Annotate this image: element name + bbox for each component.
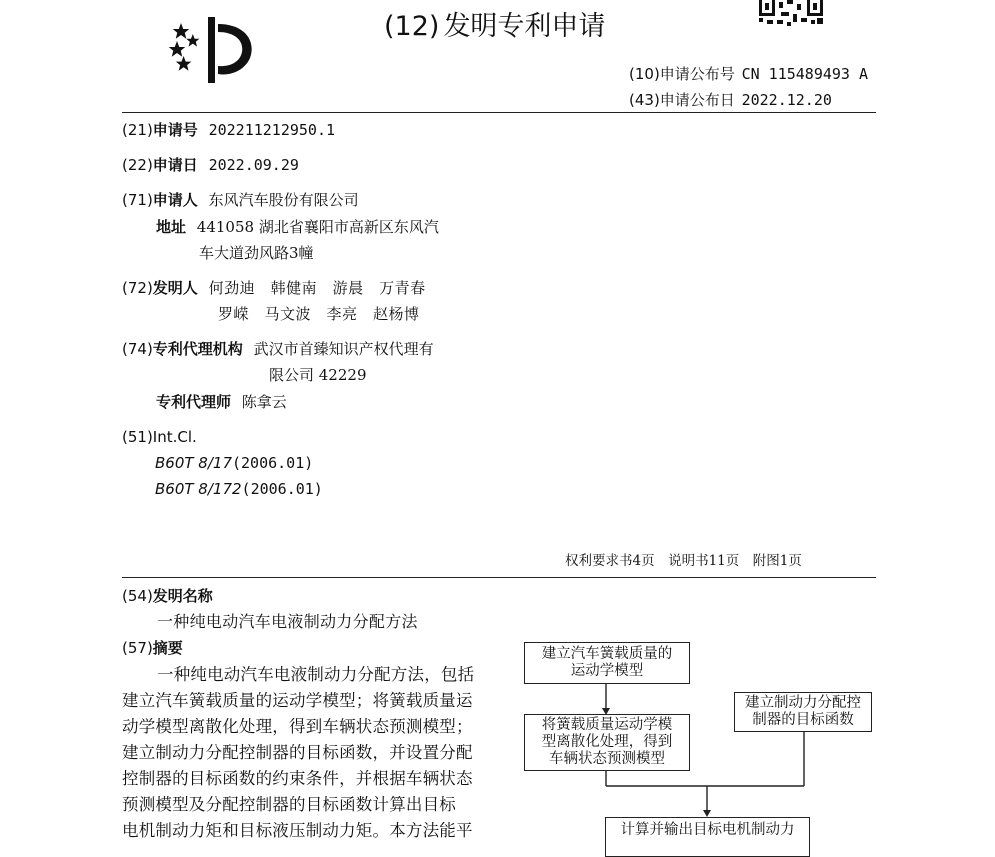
middle-divider xyxy=(122,577,876,578)
kind-code: (12) xyxy=(384,11,440,42)
invention-name: 一种纯电动汽车电液制动力分配方法 xyxy=(157,612,418,631)
inventors: (72)发明人 何劲迪 韩健南 游晨 万青春 xyxy=(122,279,426,297)
int-cl-entry: B60T 8/172(2006.01) xyxy=(155,480,323,498)
abstract-line: 一种纯电动汽车电液制动力分配方法，包括 xyxy=(157,665,475,684)
abstract-line: 预测模型及分配控制器的目标函数计算出目标 xyxy=(122,795,456,814)
abstract-heading: (57)摘要 xyxy=(122,639,183,657)
abstract-line: 控制器的目标函数的约束条件，并根据车辆状态 xyxy=(122,769,473,788)
application-date: (22)申请日 2022.09.29 xyxy=(122,156,299,174)
patent-agency: (74)专利代理机构 武汉市首臻知识产权代理有 xyxy=(122,340,434,358)
application-number: (21)申请号 202211212950.1 xyxy=(122,121,336,139)
abstract-line: 动学模型离散化处理，得到车辆状态预测模型； xyxy=(122,717,473,736)
qr-code xyxy=(757,0,825,26)
int-cl-heading: (51)Int.Cl. xyxy=(122,428,197,446)
abstract-line: 建立汽车簧载质量的运动学模型；将簧载质量运 xyxy=(122,691,473,710)
publication-number: (10)申请公布号 CN 115489493 A xyxy=(629,65,869,83)
patent-agency-line-2: 限公司 42229 xyxy=(269,366,367,384)
pages-summary: 权利要求书4页 说明书11页 附图1页 xyxy=(565,553,802,569)
invention-name-heading: (54)发明名称 xyxy=(122,587,213,605)
patent-agent: 专利代理师 陈拿云 xyxy=(156,393,287,411)
cnipa-logo xyxy=(160,12,260,87)
publication-date: (43)申请公布日 2022.12.20 xyxy=(629,91,832,109)
title-text: 发明专利申请 xyxy=(443,11,606,42)
flow-step-compute-output: 计算并输出目标电机制动力 xyxy=(605,817,810,857)
abstract-line: 电机制动力矩和目标液压制动力矩。本方法能平 xyxy=(122,821,473,840)
applicant: (71)申请人 东风汽车股份有限公司 xyxy=(122,191,359,209)
int-cl-entry: B60T 8/17(2006.01) xyxy=(155,454,314,472)
flow-step-build-model: 建立汽车簧载质量的 运动学模型 xyxy=(524,642,690,684)
abstract-line: 建立制动力分配控制器的目标函数，并设置分配 xyxy=(122,743,473,762)
flow-step-objective-function: 建立制动力分配控 制器的目标函数 xyxy=(734,692,872,732)
inventors-line-2: 罗嵘 马文波 李亮 赵杨博 xyxy=(218,305,420,323)
address-line-2: 车大道劲风路3幢 xyxy=(199,244,314,262)
flow-step-discretize: 将簧载质量运动学模 型离散化处理，得到 车辆状态预测模型 xyxy=(524,714,690,771)
top-divider xyxy=(122,112,876,113)
document-title xyxy=(384,10,605,44)
address: 地址 441058 湖北省襄阳市高新区东风汽 xyxy=(156,218,439,236)
